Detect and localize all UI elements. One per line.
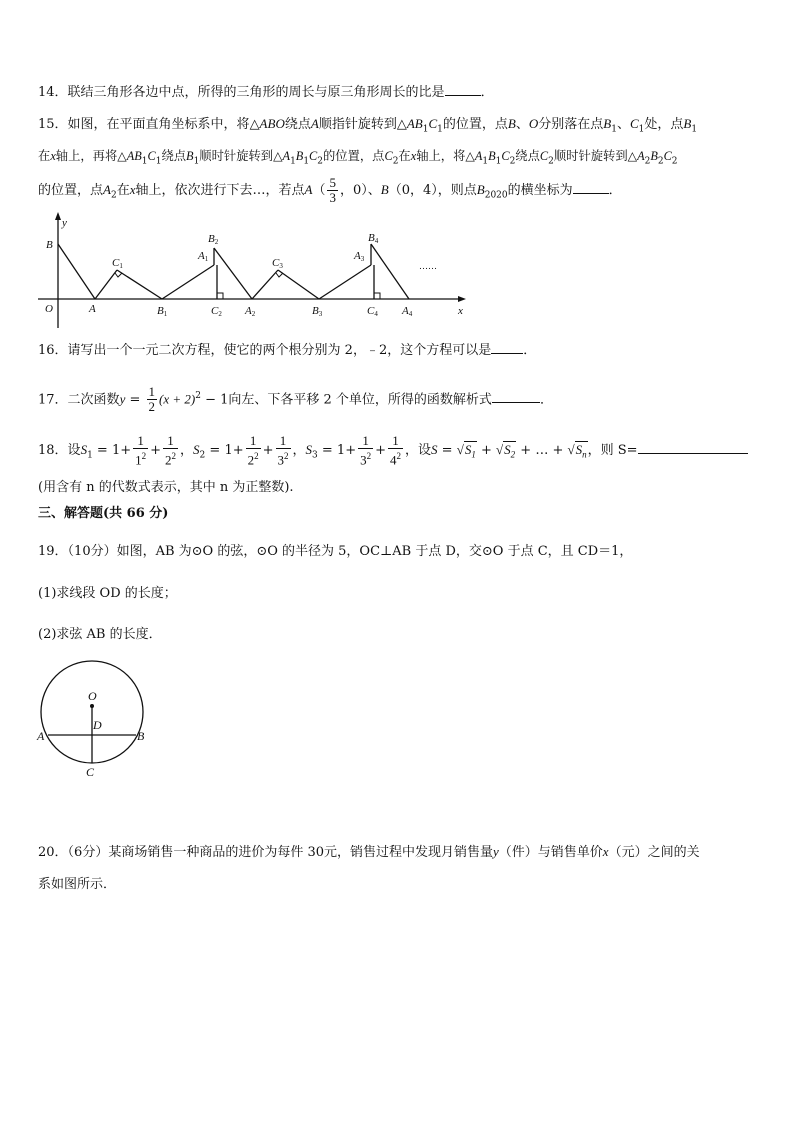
question-19-part-1: (1)求线段 OD 的长度； — [38, 586, 177, 601]
q15-text: 、 — [515, 117, 529, 132]
q15-number: 15． — [38, 117, 68, 132]
q15-math: x — [50, 149, 56, 163]
q15-math: C — [428, 116, 438, 131]
x-axis-arrow-icon — [458, 296, 466, 302]
label-C1: C1 — [112, 257, 123, 270]
q18-number: 18． — [38, 443, 68, 458]
fraction-term: $\frac{1}{4^2}$ — [390, 432, 401, 468]
q15-text: 的横坐标为 — [507, 183, 573, 198]
q15-text: 的位置，点 — [38, 183, 104, 198]
q15-sub: 1 — [482, 156, 489, 167]
q15-sub: 2 — [392, 156, 399, 167]
q15-sub: 1 — [422, 124, 429, 135]
q15-math: △AB — [117, 149, 142, 163]
q20-text: 20．（6分）某商场销售一种商品的进价为每件 30元，销售过程中发现月销售量 — [38, 845, 493, 860]
q18-sub: 2 — [199, 450, 206, 461]
q15-text: 分别落在点 — [538, 117, 604, 132]
label-A4: A4 — [402, 305, 413, 318]
q16-text: 请写出一个一元二次方程，使它的两个根分别为 2，﹣2，这个方程可以是 — [67, 343, 492, 358]
fraction-one-half: $\frac{1}{2}$ — [148, 384, 156, 415]
label-A1: A1 — [198, 250, 209, 263]
q15-math: △ABO — [249, 116, 285, 131]
center-point — [90, 704, 94, 708]
q15-text: 的位置，点 — [322, 149, 385, 163]
q15-text: 在 — [38, 149, 51, 163]
q15-math: A — [103, 182, 111, 197]
q15-sub: 2 — [644, 156, 651, 167]
q18-text: ，设 — [405, 443, 432, 458]
q17-end: ． — [539, 392, 553, 408]
question-18-line-2: (用含有 n 的代数式表示，其中 n 为正整数). — [38, 480, 294, 495]
q15-math: C — [629, 116, 639, 131]
circle-figure — [34, 660, 154, 780]
q15-text: 在 — [116, 183, 130, 198]
label-C4: C4 — [367, 305, 378, 318]
q18-math: S — [193, 442, 200, 457]
label-ellipsis: …… — [419, 261, 437, 271]
q18-text: 设 — [67, 443, 81, 458]
q15-text: 在 — [398, 149, 411, 163]
answer-blank — [491, 341, 523, 354]
q15-sub: 2 — [548, 156, 554, 167]
fraction-term: $\frac{1}{2^2}$ — [247, 432, 259, 468]
q15-math: B — [507, 116, 516, 131]
q15-math: △A — [273, 149, 291, 163]
q15-math: B — [683, 116, 692, 131]
answer-blank — [492, 390, 540, 403]
q15-math: B — [603, 116, 612, 131]
q17-math: − 1 — [200, 392, 229, 408]
label-B2: B2 — [208, 233, 219, 246]
q18-math: + — [150, 443, 162, 458]
label-B3: B3 — [312, 305, 323, 318]
q15-sub: 1 — [155, 156, 162, 167]
label-B4: B4 — [368, 232, 379, 245]
q15-text: 绕点 — [515, 149, 540, 163]
q15-math: C — [501, 149, 510, 163]
answer-blank — [638, 441, 748, 454]
label-C2: C2 — [211, 305, 222, 318]
q15-sub: 1 — [611, 124, 617, 135]
q15-text: 顺指针旋转到 — [318, 117, 397, 132]
q15-text: 轴上，再将 — [55, 149, 118, 163]
q15-math: △A — [465, 149, 483, 163]
q15-text: 轴上，将 — [416, 149, 466, 163]
q15-sub: 2 — [317, 156, 323, 167]
label-C: C — [86, 765, 95, 779]
q15-sub: 2 — [657, 156, 664, 167]
q15-text: 的位置，点 — [442, 117, 508, 132]
q15-math: O — [528, 116, 539, 131]
q16-number: 16． — [38, 343, 68, 358]
q15-math: A — [304, 182, 313, 197]
q15-math: △A — [627, 149, 645, 163]
question-16 — [38, 341, 536, 360]
q15-math: x — [410, 149, 417, 163]
q15-math: B — [476, 182, 485, 197]
q15-sub: 1 — [437, 124, 443, 135]
q17-math: y — [119, 391, 126, 407]
label-C3: C3 — [272, 257, 283, 270]
fraction-term: $\frac{1}{2^2}$ — [165, 432, 177, 468]
question-15-line-2 — [38, 147, 678, 170]
q18-sub: 1 — [87, 450, 93, 461]
label-D: D — [93, 718, 102, 732]
sqrt-s1: $√S_1$ — [456, 442, 476, 460]
q15-text: 如图，在平面直角坐标系中，将 — [67, 117, 250, 132]
q15-math: B — [380, 182, 389, 197]
label-B1: B1 — [157, 305, 168, 318]
q15-sub: 2 — [110, 190, 117, 201]
q14-number: 14． — [38, 85, 68, 100]
q14-text: 联结三角形各边中点，所得的三角形的周长与原三角形周长的比是 — [67, 85, 445, 100]
q18-math: S — [431, 442, 438, 457]
q15-text: 轴上，依次进行下去…，若点 — [135, 183, 305, 198]
question-15-line-1 — [38, 115, 697, 139]
question-15-line-3 — [38, 172, 622, 214]
q18-math: = — [437, 443, 457, 458]
q18-math: S — [305, 442, 313, 457]
q15-sub: 1 — [193, 156, 200, 167]
q18-math: = 1+ — [92, 443, 132, 458]
label-x: x — [458, 305, 463, 317]
question-19-part-2: (2)求弦 AB 的长度． — [38, 627, 162, 642]
q17-number: 17． — [38, 392, 68, 408]
section-heading: 三、解答题(共 66 分) — [38, 506, 169, 521]
q15-math: x — [129, 182, 136, 197]
q15-math: A — [310, 116, 319, 131]
fraction-term: $\frac{1}{3^2}$ — [277, 432, 289, 468]
q15-sub: 1 — [495, 156, 502, 167]
q18-text: ，则 S= — [587, 443, 638, 458]
q15-sub: 2 — [671, 156, 678, 167]
sqrt-s2: $√S_2$ — [496, 442, 516, 460]
q18-sub: 3 — [312, 450, 318, 461]
q15-sub: 2020 — [484, 190, 508, 201]
q18-math: + — [480, 443, 492, 458]
fraction-term: $\frac{1}{1^2}$ — [135, 432, 147, 468]
fraction-term: $\frac{1}{3^2}$ — [360, 432, 372, 468]
q15-sub: 2 — [509, 156, 516, 167]
q14-end: ． — [480, 85, 494, 100]
q15-text: 顺时针旋转到 — [199, 149, 274, 163]
q15-text: 顺时针旋转到 — [553, 149, 628, 163]
q20-text: （元）之间的关 — [608, 845, 700, 860]
q15-math: C — [384, 149, 393, 163]
q16-end: ． — [523, 343, 537, 358]
q15-text: 绕点 — [161, 149, 187, 163]
q18-math: = 1+ — [205, 443, 244, 458]
label-A2: A2 — [245, 305, 256, 318]
sqrt-sn: $√S_n$ — [567, 442, 587, 460]
q20-math: y — [493, 844, 499, 859]
q15-text: （ — [312, 183, 326, 198]
q15-text: 、 — [616, 117, 630, 132]
q15-text: ，0）、 — [339, 183, 381, 198]
question-14 — [38, 83, 494, 102]
q15-math: C — [309, 149, 318, 163]
q15-sub: 1 — [141, 156, 148, 167]
label-B: B — [137, 729, 145, 743]
label-O: O — [88, 689, 97, 703]
label-A3: A3 — [354, 250, 365, 263]
q15-text: （0，4），则点 — [388, 183, 477, 198]
q15-math: B — [488, 149, 496, 163]
q15-math: B — [186, 149, 194, 163]
q15-sub: 1 — [638, 124, 645, 135]
q20-text: （件）与销售单价 — [498, 845, 603, 860]
answer-blank — [445, 83, 481, 96]
q18-math: = 1+ — [317, 443, 357, 458]
q18-text: ， — [180, 443, 194, 458]
q15-text: ． — [608, 183, 622, 198]
q18-math: + — [375, 443, 386, 458]
q17-sup: 2 — [195, 391, 201, 401]
fraction-five-thirds: $\frac{5}{3}$ — [329, 175, 336, 205]
question-19: 19．（10分）如图，AB 为⊙O 的弦，⊙O 的半径为 5，OC⊥AB 于点 D，交⊙O 于点 C，且 CD＝1， — [38, 544, 633, 559]
q15-math: C — [147, 149, 156, 163]
q18-math: + … + — [520, 443, 564, 458]
rotation-figure — [38, 210, 470, 330]
answer-blank — [573, 181, 609, 194]
question-18-line-1 — [38, 432, 748, 474]
label-B: B — [46, 239, 53, 251]
question-20-line-2: 系如图所示． — [38, 877, 117, 892]
q15-math: C — [663, 149, 672, 163]
q15-math: △AB — [396, 116, 423, 131]
q15-text: 绕点 — [284, 117, 311, 132]
q18-text: ， — [292, 443, 306, 458]
q18-math: + — [262, 443, 274, 458]
q15-math: B — [650, 149, 658, 163]
q15-sub: 1 — [290, 156, 296, 167]
q15-math: C — [539, 149, 549, 163]
q15-math: B — [295, 149, 304, 163]
label-A: A — [89, 303, 96, 315]
label-O: O — [45, 303, 53, 315]
q17-math: = — [125, 392, 145, 408]
q15-sub: 1 — [691, 124, 698, 135]
question-17 — [38, 378, 553, 418]
label-A: A — [37, 729, 45, 743]
label-y: y — [62, 217, 67, 229]
y-axis-arrow-icon — [55, 212, 61, 220]
q15-sub: 1 — [303, 156, 310, 167]
q17-text: 二次函数 — [67, 392, 120, 408]
q17-text: 向左、下各平移 2 个单位，所得的函数解析式 — [228, 392, 492, 408]
q15-text: 处，点 — [644, 117, 684, 132]
q20-math: x — [602, 844, 609, 859]
question-20-line-1 — [38, 843, 700, 862]
q17-math: (x + 2) — [159, 391, 196, 407]
q18-math: S — [80, 442, 88, 457]
